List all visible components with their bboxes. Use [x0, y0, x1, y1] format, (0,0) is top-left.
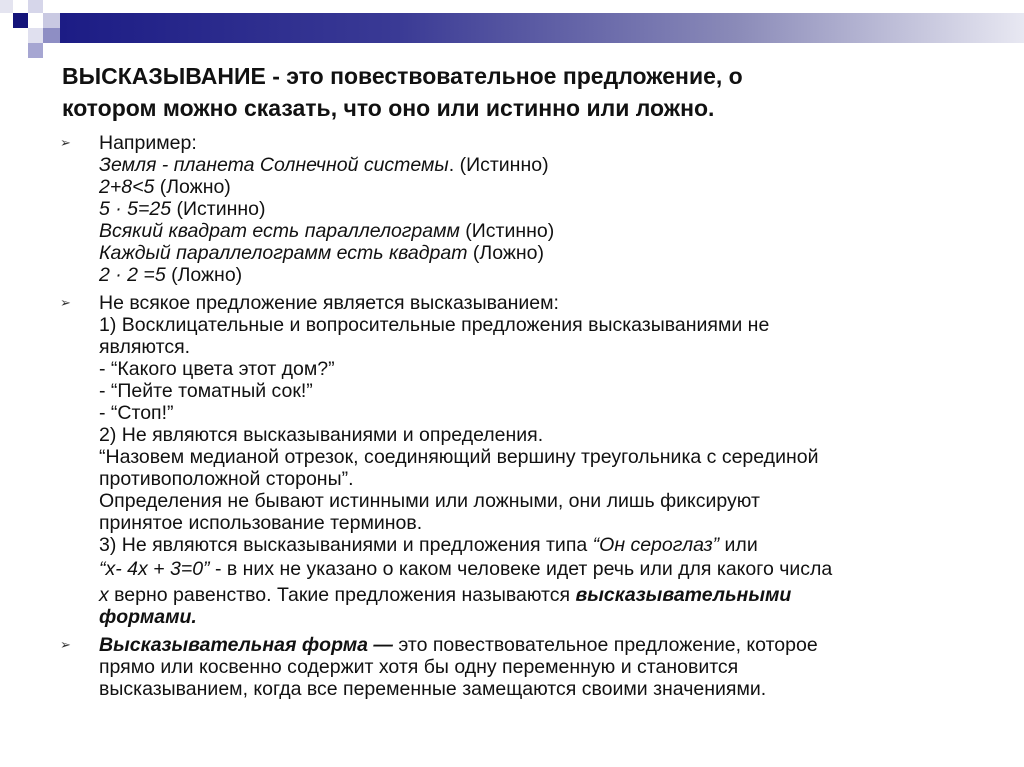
text-segment: - “Стоп!”	[99, 402, 174, 424]
text-line	[99, 292, 832, 314]
text-segment: - “Пейте томатный сок!”	[99, 380, 313, 402]
decor-square	[0, 0, 13, 13]
title-line: котором можно сказать, что оно или истинно или ложно.	[62, 95, 715, 121]
text-line	[99, 220, 832, 242]
text-line	[99, 512, 832, 534]
emphasized-text: 2 · 2 =5	[99, 264, 166, 286]
text-segment: верно равенство. Такие предложения называются	[108, 584, 576, 606]
text-line	[99, 358, 832, 380]
text-segment: Определения не бывают истинными или ложными, они лишь фиксируют	[99, 490, 760, 512]
emphasized-text: “Он сероглаз”	[592, 534, 720, 556]
text-segment: (Истинно)	[459, 220, 555, 242]
text-segment: . (Истинно)	[448, 154, 549, 176]
emphasized-text: 5 · 5=25	[99, 198, 172, 220]
text-line	[99, 242, 832, 264]
text-segment: - “Какого цвета этот дом?”	[99, 358, 335, 380]
bullet-arrow-icon: ➢	[60, 637, 71, 652]
text-line	[99, 314, 832, 336]
emphasized-text: Всякий квадрат есть параллелограмм	[99, 220, 460, 242]
text-line	[99, 634, 832, 656]
text-line	[99, 424, 832, 446]
text-line	[99, 558, 832, 580]
text-segment: 1) Восклицательные и вопросительные предложения высказываниями не	[99, 314, 770, 336]
emphasized-text: “x- 4x + 3=0”	[99, 558, 210, 580]
emphasized-text: 2+8<5	[99, 176, 155, 198]
emphasized-text: x	[99, 584, 109, 606]
header-gradient-bar	[60, 13, 1024, 43]
text-segment: (Истинно)	[171, 198, 266, 220]
title-line: ВЫСКАЗЫВАНИЕ - это повествовательное предложение, о	[62, 63, 743, 89]
text-line	[99, 198, 832, 220]
text-line	[99, 446, 832, 468]
decor-square	[28, 28, 43, 43]
bullet-item	[60, 292, 832, 628]
text-segment: высказыванием, когда все переменные замещаются своими значениями.	[99, 678, 767, 700]
text-segment: прямо или косвенно содержит хотя бы одну переменную и становится	[99, 656, 739, 678]
bullet-arrow-icon: ➢	[60, 135, 71, 150]
text-line	[99, 584, 832, 606]
decor-square	[28, 43, 43, 58]
text-segment: противоположной стороны”.	[99, 468, 354, 490]
text-line	[99, 264, 832, 286]
text-line	[99, 402, 832, 424]
text-line	[99, 154, 832, 176]
text-segment: (Ложно)	[165, 264, 243, 286]
text-segment: принятое использование терминов.	[99, 512, 423, 534]
text-line	[99, 678, 832, 700]
bullet-item	[60, 132, 832, 286]
emphasized-text: формами.	[99, 606, 197, 628]
slide-body	[60, 132, 832, 706]
text-line	[99, 468, 832, 490]
text-line	[99, 656, 832, 678]
text-segment: (Ложно)	[154, 176, 231, 198]
text-line	[99, 380, 832, 402]
emphasized-text: Каждый параллелограмм есть квадрат	[99, 242, 468, 264]
text-line	[99, 606, 832, 628]
emphasized-text: высказывательными	[575, 584, 792, 606]
emphasized-text: Высказывательная форма —	[99, 634, 393, 656]
text-segment: “Назовем медианой отрезок, соединяющий вершину треугольника с серединой	[99, 446, 819, 468]
decor-square	[43, 13, 60, 28]
text-line	[99, 132, 832, 154]
text-line	[99, 534, 832, 556]
slide-title	[62, 60, 743, 124]
text-line	[99, 490, 832, 512]
text-line	[99, 336, 832, 358]
text-segment: это повествовательное предложение, которое	[392, 634, 818, 656]
decor-square	[28, 0, 43, 13]
bullet-arrow-icon: ➢	[60, 295, 71, 310]
text-segment: являются.	[99, 336, 191, 358]
text-segment: (Ложно)	[467, 242, 544, 264]
decor-square	[13, 13, 28, 28]
text-segment: 2) Не являются высказываниями и определения.	[99, 424, 544, 446]
text-segment: Например:	[99, 132, 197, 154]
text-line	[99, 176, 832, 198]
text-segment: 3) Не являются высказываниями и предложения типа	[99, 534, 593, 556]
decor-square	[43, 28, 60, 43]
text-segment: Не всякое предложение является высказыванием:	[99, 292, 559, 314]
bullet-item	[60, 634, 832, 700]
text-segment: - в них не указано о каком человеке идет речь или для какого числа	[209, 558, 833, 580]
text-segment: или	[719, 534, 758, 556]
emphasized-text: Земля - планета Солнечной системы	[99, 154, 449, 176]
